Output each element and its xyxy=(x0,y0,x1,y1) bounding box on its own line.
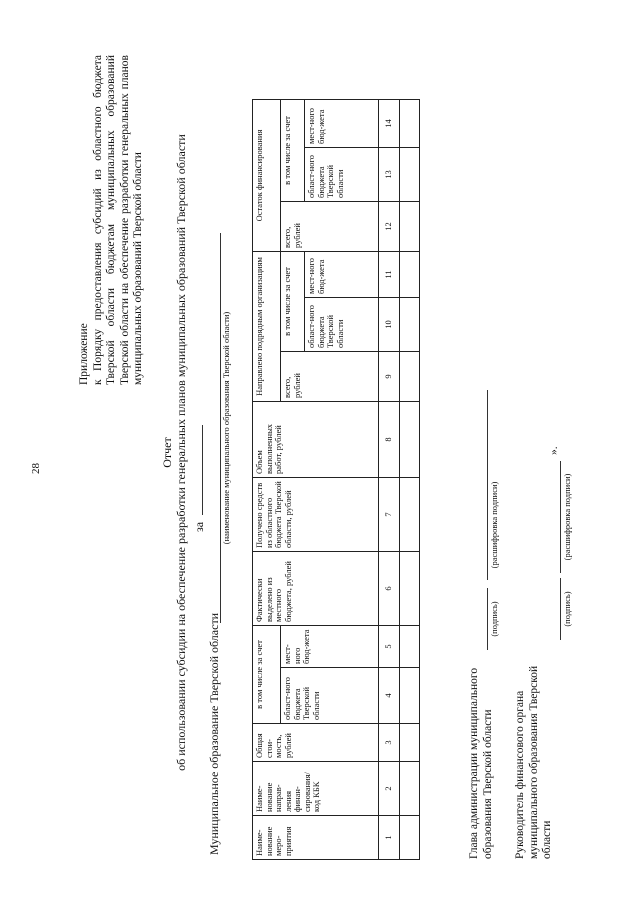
fin-decode-caption: (расшифровка подписи) xyxy=(562,473,572,561)
column-numbers-row xyxy=(379,100,400,860)
head-sign-caption: (подпись) xyxy=(489,601,499,637)
period-blank xyxy=(202,425,203,515)
header-local-balance: мест-ного бюд-жета xyxy=(305,100,379,148)
page-number: 28 xyxy=(30,463,42,474)
fin-decode-line xyxy=(560,461,561,573)
header-regional-balance: област-ного бюджета Тверской области xyxy=(305,148,379,202)
municipality-caption: (наименование муниципального образования Тверской области) xyxy=(221,311,231,545)
closing-quote: ». xyxy=(548,446,560,455)
header-balance: Остаток финансирования xyxy=(253,100,281,252)
header-regional-contractors: област-ного бюджета Тверской области xyxy=(305,298,379,352)
col-number: 2 xyxy=(379,762,400,816)
header-local-cost: мест-ного бюд-жета xyxy=(281,626,379,668)
header-regional-cost: област-ного бюджета Тверской области xyxy=(281,668,379,724)
empty-data-row xyxy=(400,100,420,860)
municipality-label: Муниципальное образование Тверской области xyxy=(207,612,221,855)
header-local-contractors: мест-ного бюд-жета xyxy=(305,252,379,298)
head-signature-title: Глава администрации муниципального образования Тверской области xyxy=(468,667,494,859)
header-volume: Объем выполненных работ, рублей xyxy=(253,402,379,478)
appendix-title: Приложение xyxy=(78,323,90,385)
col-number: 7 xyxy=(379,478,400,552)
header-incl-contractors: в том числе за счет xyxy=(281,252,305,352)
col-number: 3 xyxy=(379,724,400,762)
col-number: 12 xyxy=(379,202,400,252)
header-direction: Наиме-нование направ-ления финан-сирования/ код КБК xyxy=(253,762,379,816)
header-incl-cost: в том числе за счет xyxy=(253,626,281,724)
appendix-text: к Порядку предоставления субсидий из областного бюджета Тверской области бюджетам муниципальных образований Тверской области на обеспечение разработки генеральных планов муниципальных образований Тверской области xyxy=(91,55,144,385)
fin-signature-title: Руководитель финансового органа муниципального образования Тверской области xyxy=(514,665,553,859)
col-number: 1 xyxy=(379,816,400,860)
report-heading xyxy=(160,50,188,855)
report-subtitle: об использовании субсидии на обеспечение разработки генеральных планов муниципальных образований Тверской области xyxy=(174,134,188,771)
col-number: 14 xyxy=(379,100,400,148)
report-title: Отчет xyxy=(160,437,174,468)
header-balance-total: всего, рублей xyxy=(281,202,379,252)
period-label: за xyxy=(192,425,207,532)
header-total-cost: Общая стои-мость, рублей xyxy=(253,724,379,762)
header-received: Получено средств из областного бюджета Тверской области, рублей xyxy=(253,478,379,552)
appendix-block xyxy=(78,55,146,385)
header-actual: Фактически выделено из местного бюджета, рублей xyxy=(253,552,379,626)
col-number: 4 xyxy=(379,668,400,724)
col-number: 10 xyxy=(379,298,400,352)
header-contractors-total: всего, рублей xyxy=(281,352,379,402)
header-contractors: Направлено подрядным организациям xyxy=(253,252,281,402)
col-number: 5 xyxy=(379,626,400,668)
col-number: 11 xyxy=(379,252,400,298)
report-table xyxy=(252,99,420,860)
head-decode-line xyxy=(487,390,488,580)
fin-signature-line xyxy=(560,578,561,640)
head-decode-caption: (расшифровка подписи) xyxy=(489,481,499,569)
col-number: 13 xyxy=(379,148,400,202)
header-event-name: Наиме-нование меро-приятия xyxy=(253,816,379,860)
col-number: 8 xyxy=(379,402,400,478)
col-number: 9 xyxy=(379,352,400,402)
col-number: 6 xyxy=(379,552,400,626)
head-signature-line xyxy=(487,588,488,650)
fin-sign-caption: (подпись) xyxy=(562,591,572,627)
header-incl-balance: в том числе за счет xyxy=(281,100,305,202)
